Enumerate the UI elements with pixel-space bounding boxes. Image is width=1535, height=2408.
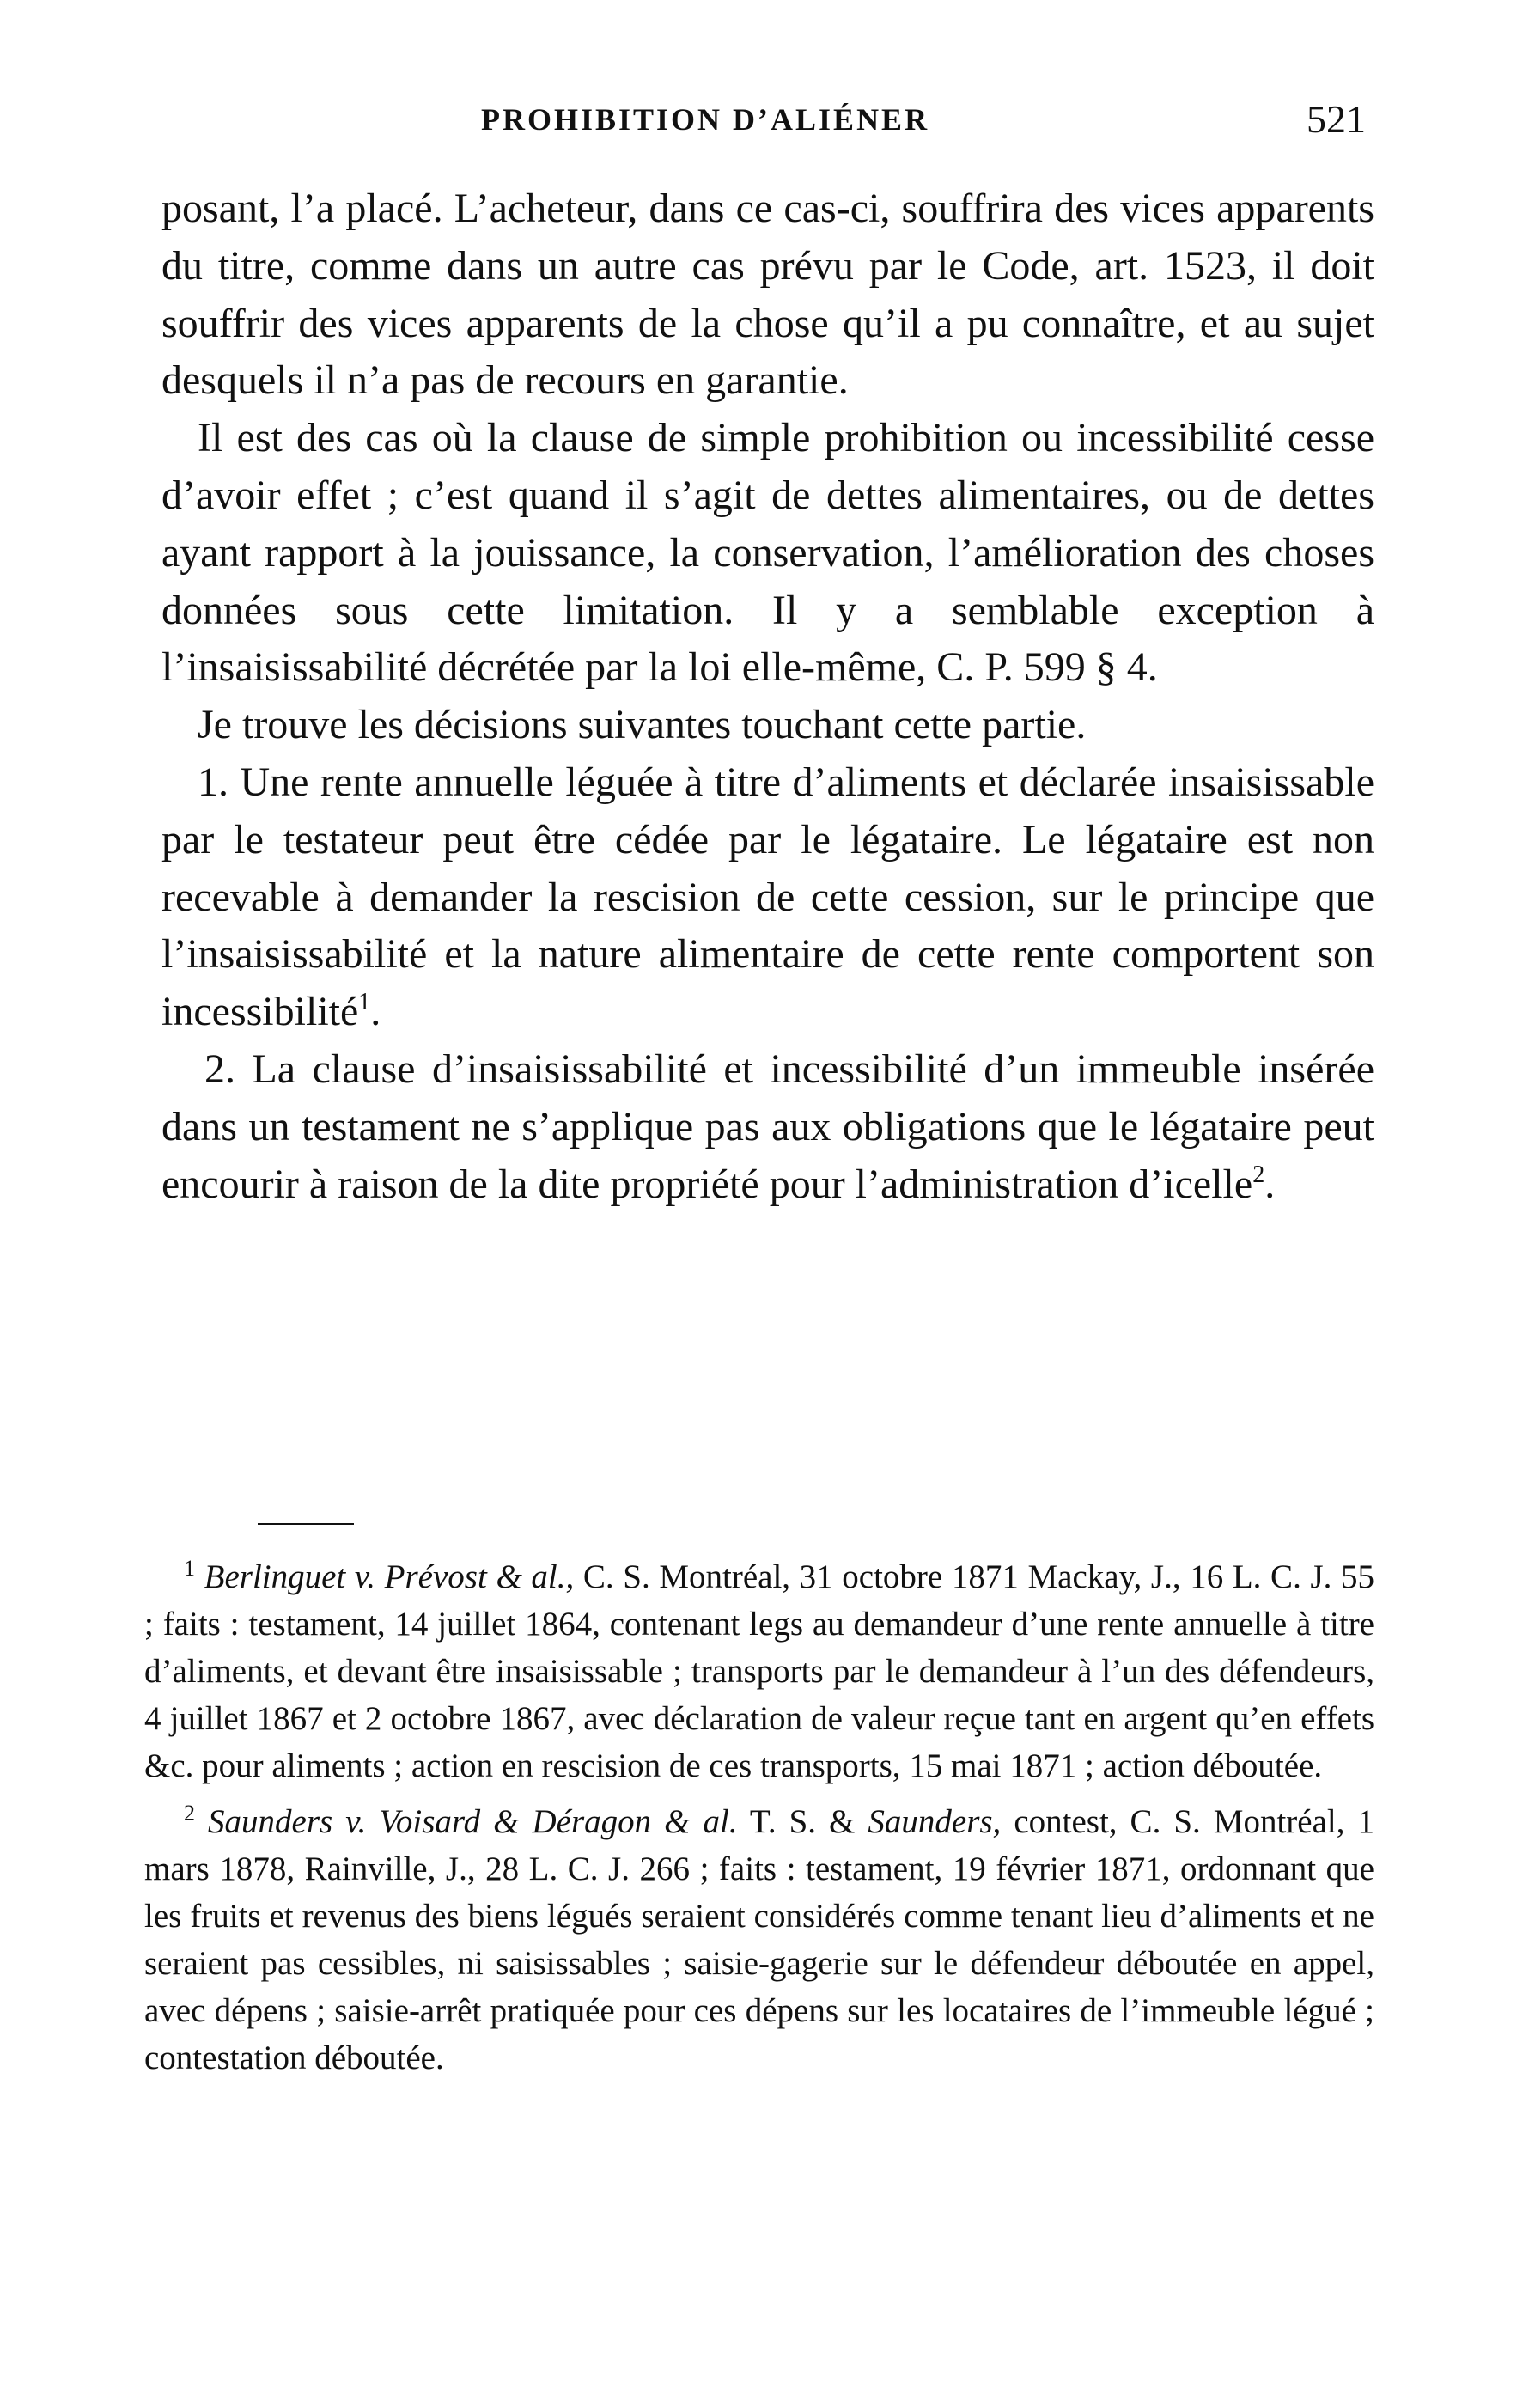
- decision-2-end: .: [1264, 1161, 1276, 1207]
- footnote-2-marker: 2: [184, 1801, 195, 1826]
- running-title: PROHIBITION D’ALIÉNER: [481, 102, 930, 137]
- footnote-2-case-name: Saunders v. Voisard & Déragon & al.: [208, 1803, 738, 1840]
- footnote-gap: [144, 1789, 1374, 1798]
- footnote-ref-2[interactable]: 2: [1252, 1161, 1265, 1188]
- page-number: 521: [1307, 97, 1366, 141]
- footnote-2-mid: T. S. &: [737, 1803, 868, 1840]
- footnote-2-text: contest, C. S. Montréal, 1 mars 1878, Rainville, J., 28 L. C. J. 266 ; faits : testament, 19 février 1871, ordonnant que les fruits et revenus des biens légués seraient considérés comme tenant lieu d’aliments et ne seraient pas cessibles, ni saisissables ; saisie-gagerie sur le défendeur déboutée en appel, avec dépens ; saisie-arrêt pratiquée pour ces dépens sur les locataires de l’immeuble légué ; contestation déboutée.: [144, 1803, 1375, 2076]
- decision-2: [161, 1041, 1374, 1213]
- footnote-1-marker: 1: [184, 1556, 195, 1581]
- paragraph-continued: posant, l’a placé. L’acheteur, dans ce cas-ci, souffrira des vices apparents du titre, comme dans un autre cas prévu par le Code, art. 1523, il doit souffrir des vices apparents de la chose qu’il a pu connaître, et au sujet desquels il n’a pas de recours en garantie.: [161, 186, 1374, 404]
- decision-1-text: 1. Une rente annuelle léguée à titre d’aliments et déclarée insaisissable par le testateur peut être cédée par le légataire. Le légataire est non recevable à demander la rescision de cette cession, sur le principe que l’insaisissabilité et la nature alimentaire de cette rente comportent son incessibilité: [161, 759, 1374, 1035]
- decision-1: [161, 754, 1374, 1041]
- footnotes: [144, 1553, 1374, 2082]
- paragraph-decisions-intro: Je trouve les décisions suivantes touchant cette partie.: [198, 702, 1087, 748]
- footnote-separator: [258, 1523, 354, 1525]
- main-text: [161, 180, 1374, 1213]
- footnote-2: [144, 1798, 1374, 2082]
- footnote-ref-1[interactable]: 1: [358, 989, 371, 1016]
- decision-2-text: 2. La clause d’insaisissabilité et incessibilité d’un immeuble insérée dans un testament ne s’applique pas aux obligations que le légataire peut encourir à raison de la dite propriété pour l’administration d’icelle: [161, 1045, 1374, 1207]
- footnote-1-text: C. S. Montréal, 31 octobre 1871 Mackay, J., 16 L. C. J. 55 ; faits : testament, 14 juillet 1864, contenant legs au demandeur d’une rente annuelle à titre d’aliments, et devant être insaisissable ; transports par le demandeur à l’un des défendeurs, 4 juillet 1867 et 2 octobre 1867, avec déclaration de valeur reçue tant en argent qu’en effets &c. pour aliments ; action en rescision de ces transports, 15 mai 1871 ; action déboutée.: [144, 1558, 1375, 1784]
- footnote-1: [144, 1553, 1374, 1789]
- footnote-1-case-name: Berlinguet v. Prévost & al.,: [204, 1558, 575, 1595]
- running-head: [481, 97, 1366, 153]
- paragraph-exceptions: Il est des cas où la clause de simple prohibition ou incessibilité cesse d’avoir effet ; c’est quand il s’agit de dettes alimentaires, ou de dettes ayant rapport à la jouissance, la conservation, l’amélioration des choses données sous cette limitation. Il y a semblable exception à l’insaisissabilité décrétée par la loi elle-même, C. P. 599 § 4.: [161, 415, 1374, 691]
- footnote-2-case-name-2: Saunders,: [868, 1803, 1002, 1840]
- decision-1-end: .: [370, 989, 381, 1035]
